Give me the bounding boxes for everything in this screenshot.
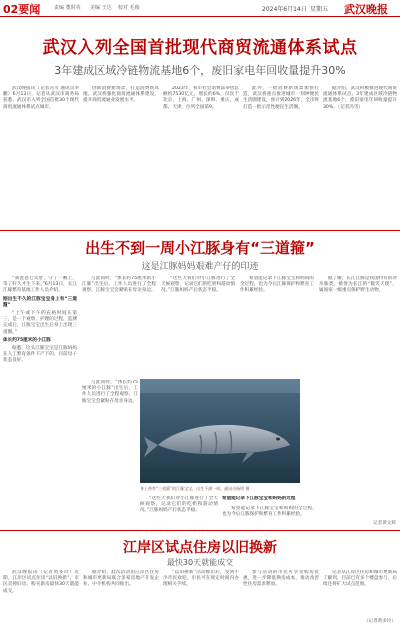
article2-column-4b: 希望能记录下江豚宝宝和妈妈的全过程，也为今后江豚保护和繁育工作积累经验。 <box>222 506 317 518</box>
article3-byline: （记者黄多玲） <box>363 619 396 624</box>
article1-title: 武汉入列全国首批现代商贸流通体系试点 <box>42 38 358 58</box>
article2-title: 出生不到一周小江豚身有“三道箍” <box>85 239 315 257</box>
photo-caption: 身上带有“三道箍”的江豚宝宝，出生不满一周。通讯员杨明 摄 <box>140 486 250 491</box>
article2-subhead-1: 刚出生不久的江豚宝宝身上有“三道箍” <box>3 296 77 308</box>
article1-column-4: 此外，一批消费新场景加快打造，武汉将重点推进城市一刻钟便民生活圈建设，预计到2026年，全市将打造一批示范性便民生活圈。 <box>243 86 319 110</box>
article1-column-5: 据介绍，武汉积极推进现代商贸流通体系试点，3年建成区域冷链物流基地6个，废旧家电年回收量提升30%。（记者冯雪） <box>323 86 397 110</box>
article1-subtitle: 3年建成区域冷链物流基地6个，废旧家电年回收量提升30% <box>54 64 346 77</box>
article2-column-2b: 与此同时，“体长约75厘米的小江豚”出生后，工作人员进行了全程观察，江豚宝宝会紧贴在母亲身边。 <box>82 380 138 404</box>
article2-column-3b: “这些天我们对小江豚进行了全天候观察，记录它们的吃奶和游动情况。”江豚妈妈产后状态平稳。 <box>140 496 218 514</box>
porpoise-photo-graphic <box>140 379 300 483</box>
proofreader-credit: 校对 毛俊 <box>118 5 140 11</box>
article2-subhead-2: 体长约75厘米的小江豚 <box>3 337 51 343</box>
issue-weekday: 星期五 <box>310 6 329 13</box>
article3-column-5: 记者从江岸区住房和城市更新局了解到，目前已有多个楼盘参与，后续还将扩大试点范围。 <box>323 570 397 588</box>
page-number: 02要闻 <box>3 3 41 16</box>
article2-column-3: “这些天我们对小江豚进行了全天候观察，记录它们的吃奶和游动情况。”江豚妈妈产后状态平稳。 <box>161 276 235 294</box>
section-divider-2 <box>0 530 400 531</box>
article2-column-5: 据了解，长江江豚是我国特有的淡水豚类，被誉为长江的“微笑天使”，属国家一级重点保护野生动物。 <box>319 276 397 294</box>
article2-subhead-3: 希望能记录下江豚宝宝和妈妈的过程 <box>222 496 296 501</box>
article3-column-3: “以旧换新”活动推出后，受到不少市民欢迎。市民可在规定时间内办理相关手续。 <box>163 570 239 588</box>
porpoise-photo <box>140 379 300 483</box>
section-divider <box>0 230 400 231</box>
article1-column-3: 2023年，我市社会消费品零售总额约7530亿元，增长约6%，仅次于北京、上海、广州、深圳、重庆、成都、天津，位列全国第9。 <box>163 86 239 110</box>
article2-subtitle: 这是江豚妈妈艰难产仔的印迹 <box>141 262 259 272</box>
article3-column-2: 据介绍，此次活动由江岸区住房和城市更新局联合多家房地产开发企业、中介机构共同推出。 <box>83 570 159 588</box>
issue-date: 2024年6月14日 <box>262 6 307 13</box>
article2-column-1: “我爸爸七太肚，守了一晚上，等了好久才生下来。”6月13日，长江江豚繁育基地工作人员介绍。 刚出生不久的江豚宝宝身上有“三道箍” “上午或下午的充裕时间在第三，是一个观察，护理的过程，监测完成后，江豚宝宝出生后身上出现三道圈。” 体长约75厘米的小江豚 据悉，这头江豚宝宝是江豚妈妈在人工繁育条件下产下的，目前母子状态良好。 <box>3 276 77 364</box>
article2-column-2: 与此同时，“体长约75厘米的小江豚”出生后，工作人员进行了全程观察，江豚宝宝会紧贴在母亲身边。 <box>82 276 156 294</box>
designer-credit: 美编 王达 <box>90 5 112 11</box>
article3-column-4: 参与活动的市民可享受购房优惠，进一步降低换房成本，推动改善性住房需求释放。 <box>243 570 319 588</box>
article1-column-2: 创新消费新场景，打造消费新高地。武汉将强化商贸流通体系建设，提升商贸流通业发展水平。 <box>83 86 159 104</box>
article2-byline: 记者黄文辉 <box>373 521 396 526</box>
article1-column-1: 武汉晚报讯（记者冯雪 通讯员李鹏）6月13日，记者从武汉市商务局获悉，武汉市入列全国首批30个现代商贸流通体系试点城市。 <box>3 86 79 110</box>
article3-title: 江岸区试点住房以旧换新 <box>123 540 277 556</box>
article3-subtitle: 最快30天就能成交 <box>166 558 234 567</box>
article3-column-1: 武汉晚报讯（记者黄多玲）近期，江岸区试点住房“以旧换新”，市民卖掉旧房、购买新房最快30天就能成交。 <box>3 570 79 594</box>
article2-column-4: 希望能记录下江豚宝宝和妈妈的全过程，也为今后江豚保护和繁育工作积累经验。 <box>240 276 314 294</box>
editor-credit: 责编 董时英 <box>54 5 81 11</box>
newspaper-masthead: 武汉晚报 <box>344 3 388 16</box>
